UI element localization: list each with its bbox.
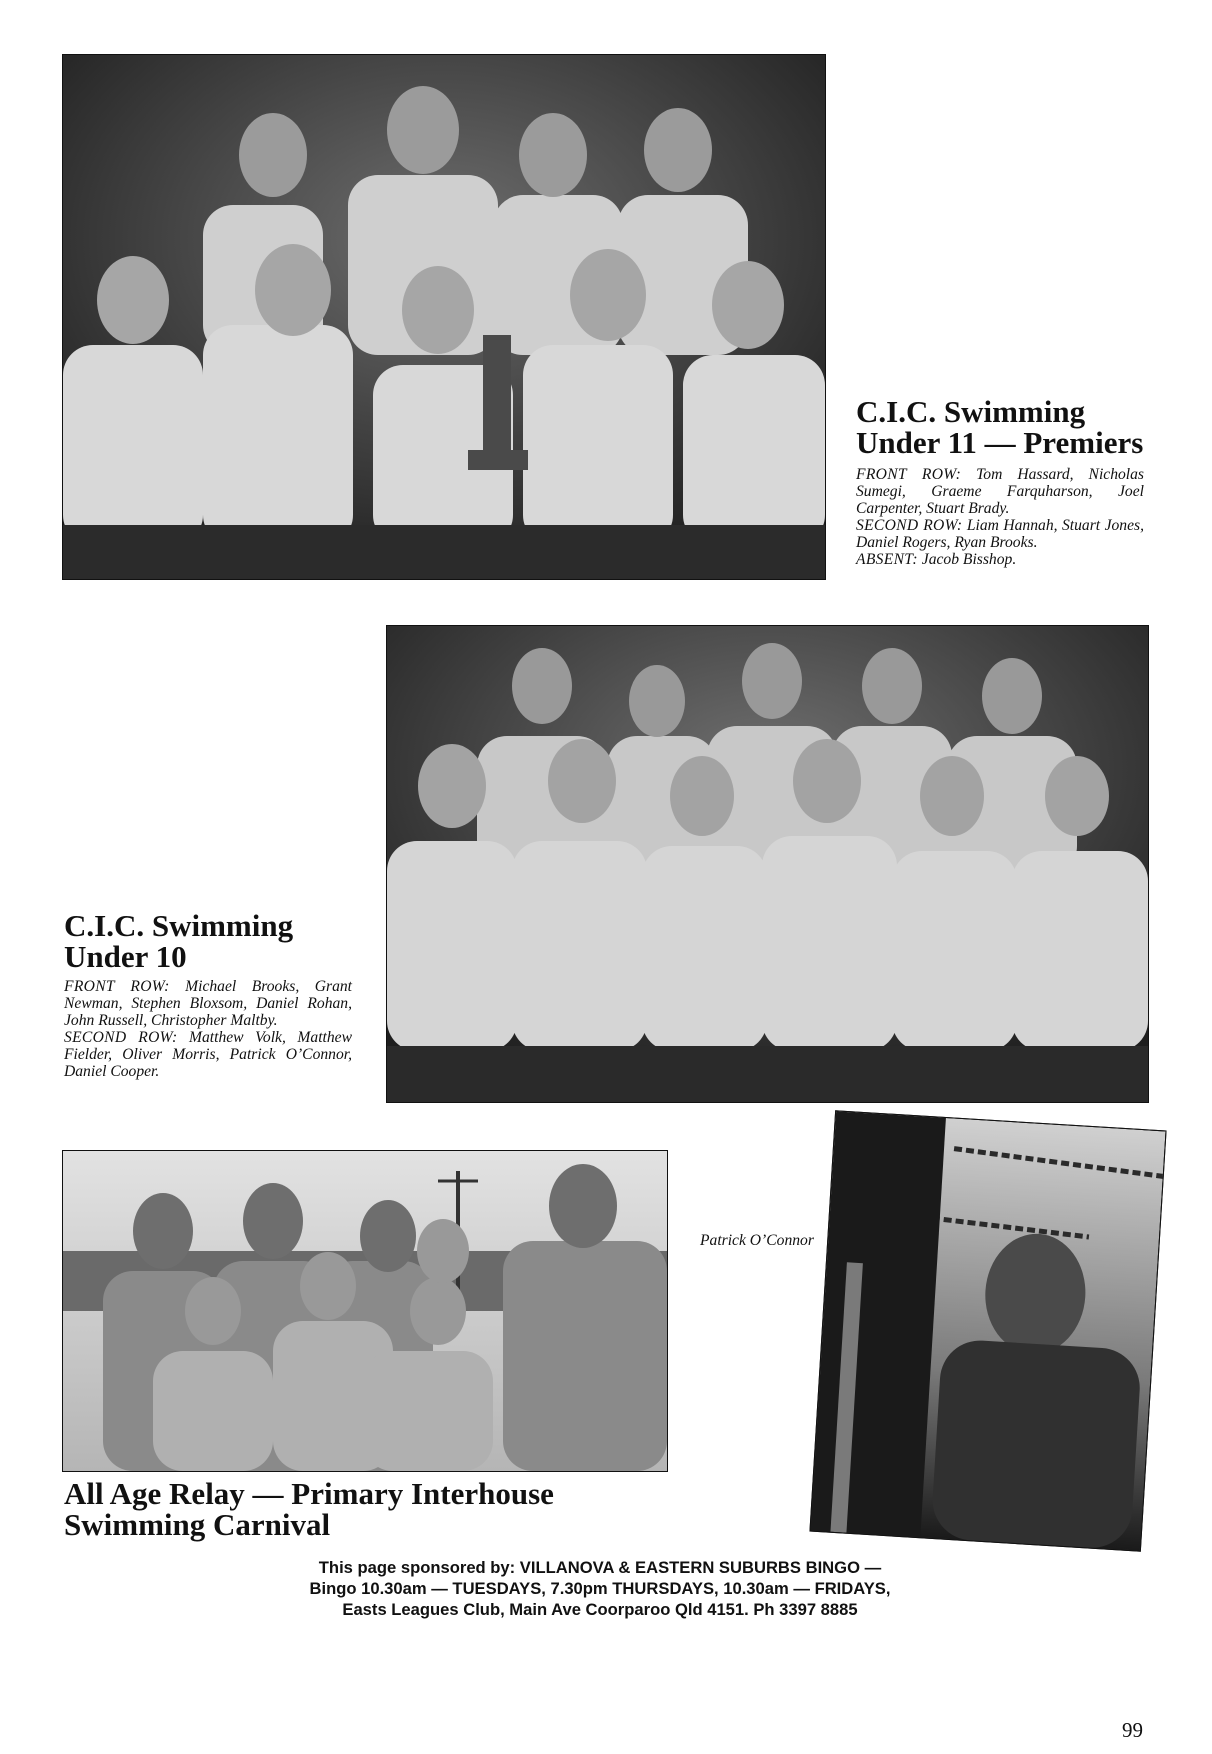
- under10-caption: [64, 978, 352, 1080]
- under11-absent-label: ABSENT:: [856, 551, 918, 568]
- relay-title-line1: All Age Relay — Primary Interhouse: [64, 1476, 554, 1511]
- under11-second-row-names: Liam Hannah, Stuart Jones, Daniel Rogers, Ryan Brooks.: [856, 517, 1144, 551]
- under11-title: [856, 396, 1143, 458]
- under11-team-photo: [62, 54, 826, 580]
- relay-team-photo: [62, 1150, 668, 1472]
- under10-front-row: [64, 978, 352, 1029]
- under10-title: [64, 910, 293, 972]
- relay-title: [64, 1478, 554, 1540]
- sponsor-line-2: Bingo 10.30am — TUESDAYS, 7.30pm THURSDAYS, 10.30am — FRIDAYS,: [309, 1579, 891, 1598]
- under10-front-row-label: FRONT ROW:: [64, 978, 170, 995]
- under10-front-row-names: Michael Brooks, Grant Newman, Stephen Bloxsom, Daniel Rohan, John Russell, Christopher Maltby.: [64, 978, 353, 1029]
- under10-second-row: [64, 1029, 352, 1080]
- under11-front-row: [856, 466, 1144, 517]
- under11-second-row: [856, 517, 1144, 551]
- under11-title-line2: Under 11 — Premiers: [856, 425, 1144, 460]
- pool-swimmer-photo: [809, 1110, 1166, 1551]
- sponsor-line-3: Easts Leagues Club, Main Ave Coorparoo Qld 4151. Ph 3397 8885: [342, 1600, 858, 1619]
- page-number: 99: [1122, 1718, 1143, 1742]
- under11-second-row-label: SECOND ROW:: [856, 517, 963, 534]
- under11-absent: [856, 551, 1144, 568]
- under11-front-row-label: FRONT ROW:: [856, 466, 962, 483]
- under11-caption: [856, 466, 1144, 568]
- under10-title-line1: C.I.C. Swimming: [64, 908, 294, 943]
- relay-title-line2: Swimming Carnival: [64, 1507, 331, 1542]
- under10-second-row-label: SECOND ROW:: [64, 1029, 178, 1046]
- under11-absent-names: Jacob Bisshop.: [921, 551, 1017, 568]
- sponsor-line-1: This page sponsored by: VILLANOVA & EASTERN SUBURBS BINGO —: [318, 1558, 882, 1577]
- under10-team-photo: [386, 625, 1149, 1103]
- sponsor-notice: [230, 1557, 970, 1620]
- under11-front-row-names: Tom Hassard, Nicholas Sumegi, Graeme Farquharson, Joel Carpenter, Stuart Brady.: [856, 466, 1144, 517]
- under10-title-line2: Under 10: [64, 939, 187, 974]
- under11-title-line1: C.I.C. Swimming: [856, 394, 1086, 429]
- under10-second-row-names: Matthew Volk, Matthew Fielder, Oliver Morris, Patrick O’Connor, Daniel Cooper.: [64, 1029, 352, 1080]
- pool-photo-caption: Patrick O’Connor: [700, 1232, 814, 1249]
